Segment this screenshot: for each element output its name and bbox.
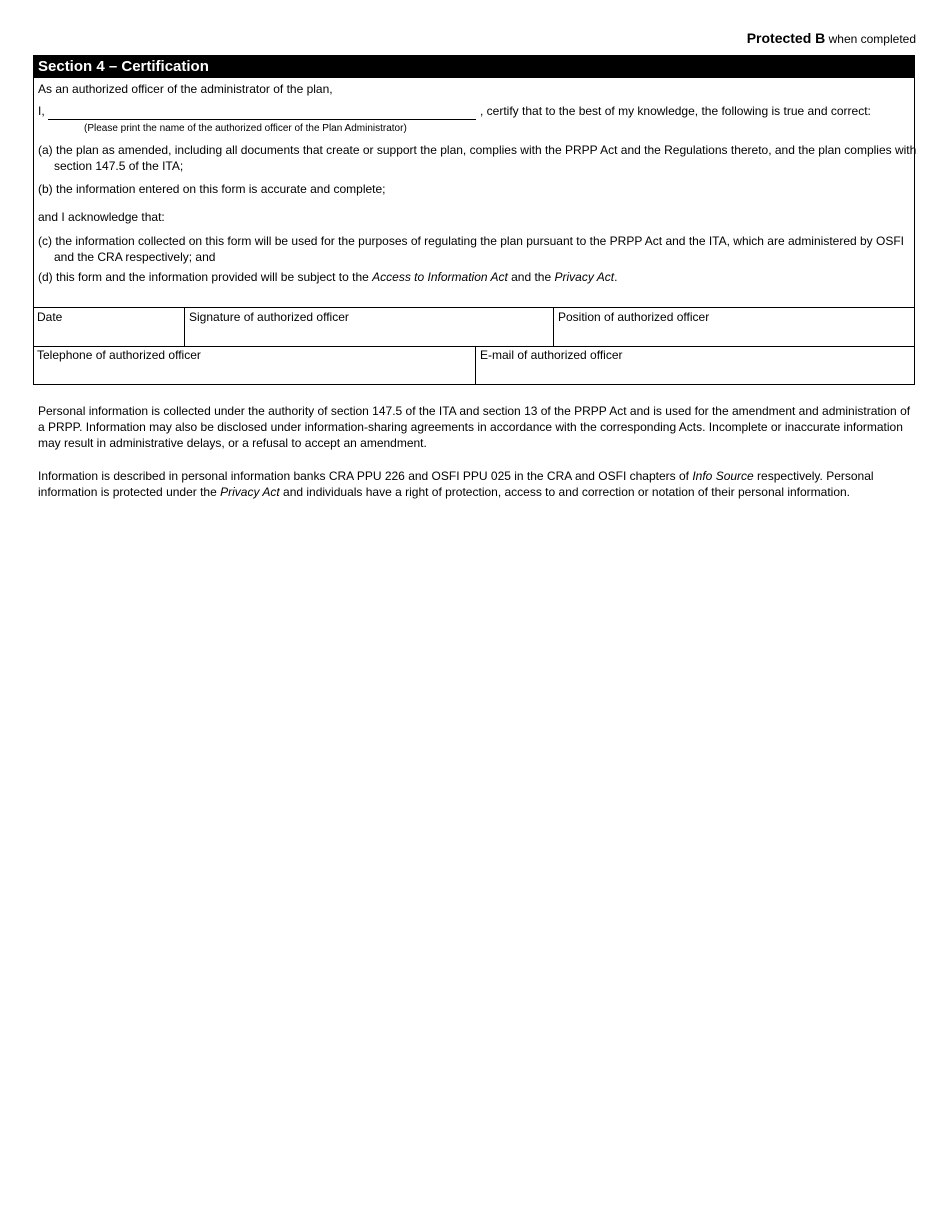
banks-suffix: and individuals have a right of protection, access to and correction or notation of their personal information. — [279, 485, 851, 499]
officer-name-row — [38, 102, 908, 122]
date-cell — [33, 308, 184, 346]
certify-text: , certify that to the best of my knowledge, the following is true and correct: — [480, 104, 871, 118]
telephone-input[interactable] — [37, 364, 471, 382]
signature-cell — [184, 308, 553, 346]
signature-input[interactable] — [189, 325, 549, 343]
item-d-suffix: . — [614, 270, 618, 284]
when-completed-label: when completed — [828, 32, 916, 46]
item-b: (b) the information entered on this form is accurate and complete; — [38, 182, 386, 196]
item-d — [38, 269, 924, 285]
item-c: (c) the information collected on this form will be used for the purposes of regulating the plan pursuant to the PRPP Act and the ITA, which are administered by OSFI and the CRA respectively; and — [38, 234, 905, 264]
date-input[interactable] — [37, 325, 180, 343]
item-d-prefix: (d) this form and the information provided will be subject to the — [38, 270, 373, 284]
position-cell — [553, 308, 915, 346]
officer-contact-row — [33, 346, 915, 385]
officer-name-hint: (Please print the name of the authorized officer of the Plan Administrator) — [84, 123, 407, 134]
email-input[interactable] — [480, 364, 911, 382]
intro-text: As an authorized officer of the administrator of the plan, — [38, 82, 333, 96]
info-source-title: Info Source — [692, 469, 754, 483]
acknowledge-text: and I acknowledge that: — [38, 210, 165, 224]
telephone-label: Telephone of authorized officer — [37, 348, 201, 362]
officer-name-input[interactable] — [48, 102, 476, 120]
item-d-and: and the — [507, 270, 555, 284]
banks-prefix: Information is described in personal information banks CRA PPU 226 and OSFI PPU 025 in the CRA and OSFI chapters of — [38, 469, 693, 483]
date-label: Date — [37, 310, 63, 324]
protected-b-notice — [747, 30, 916, 46]
protected-b-label: Protected B — [746, 30, 826, 46]
section-title: Section 4 – Certification — [34, 56, 914, 78]
privacy-act-title: Privacy Act — [220, 485, 280, 499]
info-banks-notice — [38, 468, 913, 500]
email-cell — [475, 346, 915, 385]
item-a: (a) the plan as amended, including all documents that create or support the plan, complies with the PRPP Act and the Regulations thereto, and the plan complies with section 147.5 of the ITA; — [38, 143, 917, 173]
email-label: E-mail of authorized officer — [480, 348, 623, 362]
personal-info-notice: Personal information is collected under the authority of section 147.5 of the ITA and section 13 of the PRPP Act and is used for the amendment and administration of a PRPP. Information may also be disclosed under information-sharing agreements in accordance with the corresponding Acts. Incomplete or inaccurate information may result in administrative delays, or a refusal to accept an amendment. — [38, 404, 911, 450]
telephone-cell — [33, 346, 475, 385]
position-label: Position of authorized officer — [558, 310, 710, 324]
i-label: I, — [38, 104, 45, 118]
certification-section — [33, 55, 915, 385]
officer-details-row — [33, 307, 915, 347]
item-d-privacy-act: Privacy Act — [554, 270, 615, 284]
banks-mid: respectively. Personal information is protected under the — [38, 469, 874, 499]
position-input[interactable] — [558, 325, 911, 343]
item-d-access-act: Access to Information Act — [372, 270, 508, 284]
signature-label: Signature of authorized officer — [189, 310, 349, 324]
